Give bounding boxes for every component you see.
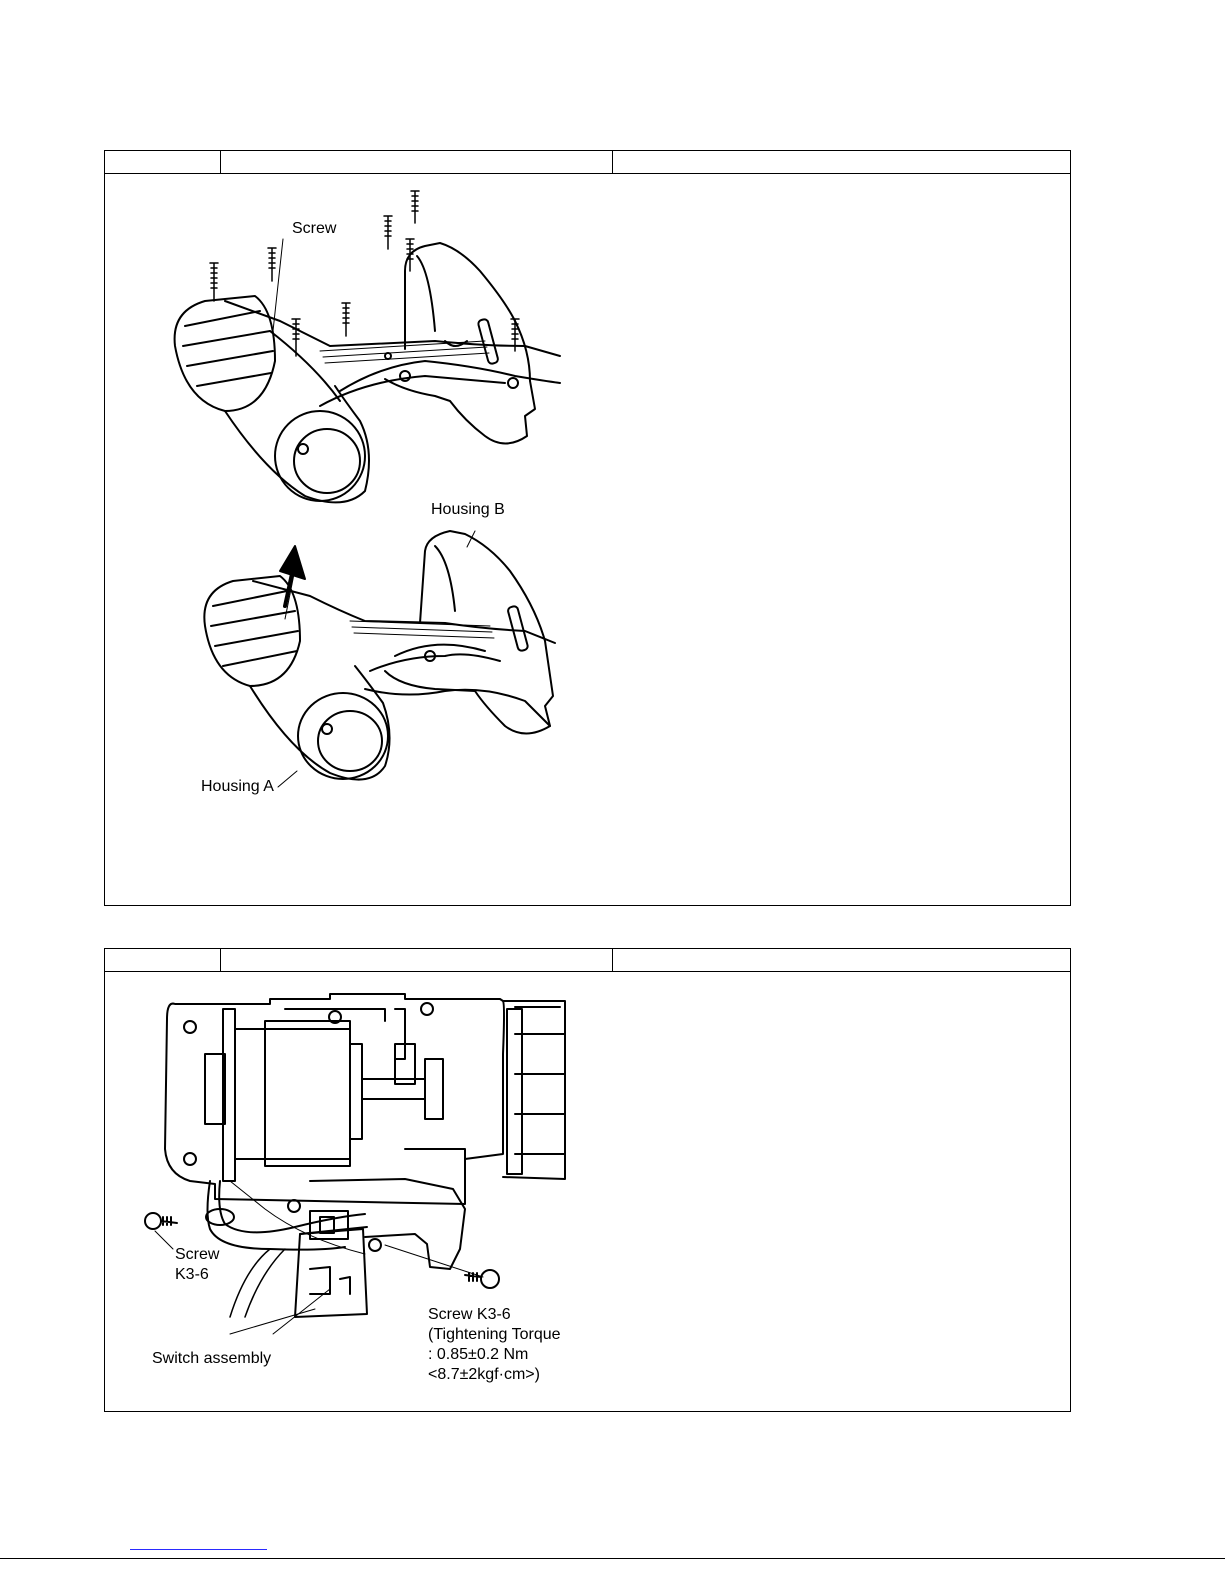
screw-k3-6-right-label-line1: Screw K3-6 — [428, 1306, 511, 1323]
tightening-torque-label: (Tightening Torque — [428, 1326, 561, 1343]
torque-kgfcm-value: <8.7±2kgf·cm>) — [428, 1366, 540, 1383]
disassembly-panel-switch — [104, 948, 1071, 1412]
screw-k3-6-left-label-line2: K3-6 — [175, 1266, 209, 1283]
disassembly-panel-housing — [104, 150, 1071, 906]
switch-assembly-label: Switch assembly — [152, 1350, 272, 1367]
footer-link-underline[interactable] — [130, 1549, 267, 1550]
housing-a-label: Housing A — [201, 778, 274, 795]
screw-k3-6-left-label-line1: Screw — [175, 1246, 220, 1263]
footer-rule — [0, 1558, 1225, 1559]
housing-b-label: Housing B — [431, 501, 505, 518]
screw-label: Screw — [292, 220, 337, 237]
switch-assembly-illustration — [105, 949, 1072, 1413]
torque-nm-value: : 0.85±0.2 Nm — [428, 1346, 529, 1363]
